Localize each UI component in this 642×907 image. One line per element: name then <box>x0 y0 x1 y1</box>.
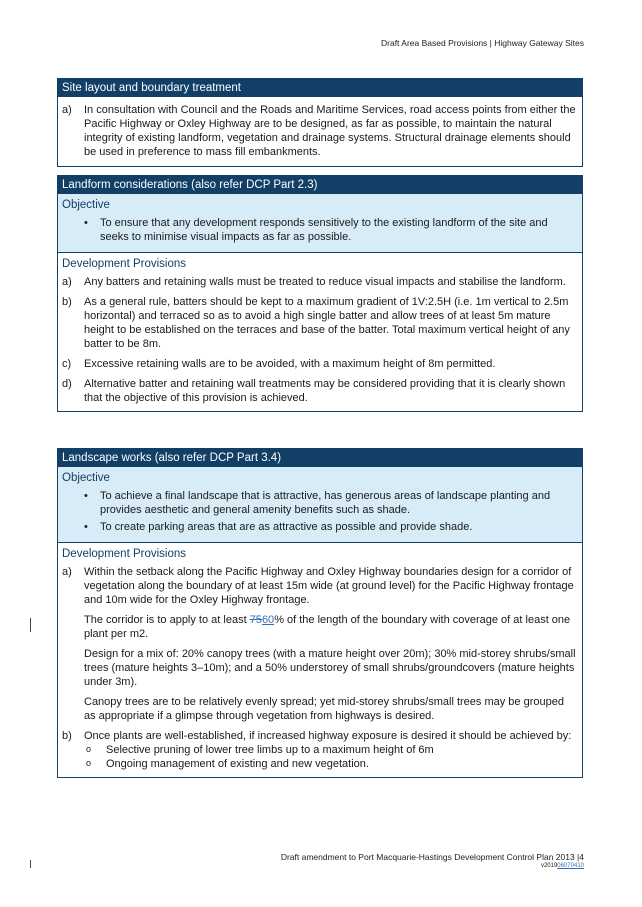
objective-heading: Objective <box>62 472 110 484</box>
item-text: Any batters and retaining walls must be treated to reduce visual impacts and stabilise the landform. <box>84 276 566 288</box>
landform-section <box>57 175 583 412</box>
provision-item <box>62 565 578 607</box>
version-changed: 0607041​0 <box>557 863 584 869</box>
item-text: Alternative batter and retaining wall treatments may be considered providing that it is clearly shown that the objective of this provision is achieved. <box>84 378 566 404</box>
sub-list-item: o Selective pruning of lower tree limbs up to a maximum height of 6m <box>62 743 578 757</box>
item-text: Excessive retaining walls are to be avoided, with a maximum height of 8m permitted. <box>84 358 496 370</box>
item-label: b) <box>62 730 72 742</box>
objective-block <box>58 194 582 253</box>
provision-item <box>62 729 578 743</box>
objective-item: • To achieve a final landscape that is attractive, has generous areas of landscape planting and provides aesthetic and general amenity benefits such as shade. <box>62 489 578 517</box>
objective-item: • To ensure that any development responds sensitively to the existing landform of the site and seeks to minimise visual impacts as far as possible. <box>62 216 578 244</box>
provision-item <box>62 295 578 351</box>
sub-list <box>62 743 578 771</box>
corridor-text-start: The corridor is to apply to at least <box>84 614 250 626</box>
sub-list-item: o Ongoing management of existing and new vegetation. <box>62 757 578 771</box>
page-footer: Draft amendment to Port Macquarie-Hastings Development Control Plan 2013 |4 <box>280 852 584 862</box>
provision-item <box>62 357 578 371</box>
change-bar <box>30 860 31 868</box>
item-label: a) <box>62 276 72 288</box>
section-title: Site layout and boundary treatment <box>58 79 582 97</box>
section-title: Landform considerations (also refer DCP Part 2.3) <box>58 176 582 194</box>
provision-item <box>62 103 578 159</box>
corridor-text-end: % of the length of the boundary with coverage of at least one plant per m2. <box>84 614 571 640</box>
item-text: Once plants are well-established, if increased highway exposure is desired it should be achieved by: <box>84 730 572 742</box>
mix-paragraph: Design for a mix of: 20% canopy trees (with a mature height over 20m); 30% mid-storey shrubs/small trees (mature heights 3–10m); and a 50% understorey of small shrubs/groundcovers (mature heights under 3m). <box>84 648 576 688</box>
provision-item <box>62 275 578 289</box>
item-label: d) <box>62 378 72 390</box>
objective-list <box>62 216 578 244</box>
change-bar <box>30 618 31 632</box>
item-label: c) <box>62 358 72 370</box>
item-text: As a general rule, batters should be kept to a maximum gradient of 1V:2.5H (i.e. 1m vertical to 2.5m horizontal) and terraced so as to avoid a high single batter and allow trees of at least 5m mature height to be established on the terraces and base of the batter. Total maximum vertical height of any batter to be 8m. <box>84 296 570 350</box>
provision-item <box>62 377 578 405</box>
item-text: Within the setback along the Pacific Highway and Oxley Highway boundaries design for a corridor of vegetation along the boundary of at least 15m wide (at ground level) for the Pacific Highway frontage and 10m wide for the Oxley Highway frontage. <box>84 566 574 606</box>
corridor-paragraph <box>62 613 578 641</box>
page-header: Draft Area Based Provisions | Highway Gateway Sites <box>381 38 584 48</box>
objective-item: • To create parking areas that are as attractive as possible and provide shade. <box>62 520 578 534</box>
inserted-value: 60 <box>261 614 275 626</box>
objective-block <box>58 467 582 543</box>
section-title: Landscape works (also refer DCP Part 3.4) <box>58 449 582 467</box>
version-prefix: v2019 <box>540 863 558 869</box>
provisions-block <box>58 97 582 166</box>
objective-heading: Objective <box>62 199 110 211</box>
provisions-heading: Development Provisions <box>62 258 187 270</box>
item-text: In consultation with Council and the Roads and Maritime Services, road access points from either the Pacific Highway or Oxley Highway are to be designed, as far as possible, to maintain the natural integrity of existing landform, vegetation and drainage systems. Structural drainage elements should be used in preference to mass fill embankments. <box>84 104 576 158</box>
provisions-block <box>58 253 582 411</box>
objective-list <box>62 489 578 534</box>
version-label <box>541 863 584 869</box>
item-label: a) <box>62 566 72 578</box>
item-label: a) <box>62 104 72 116</box>
provisions-block <box>58 543 582 777</box>
canopy-paragraph: Canopy trees are to be relatively evenly spread; yet mid-storey shrubs/small trees may be grouped as appropriate if a glimpse through vegetation from highways is desired. <box>84 696 564 722</box>
site-layout-section <box>57 78 583 167</box>
deleted-value: 75 <box>249 614 262 626</box>
landscape-section <box>57 448 583 778</box>
item-label: b) <box>62 296 72 308</box>
provisions-heading: Development Provisions <box>62 548 187 560</box>
